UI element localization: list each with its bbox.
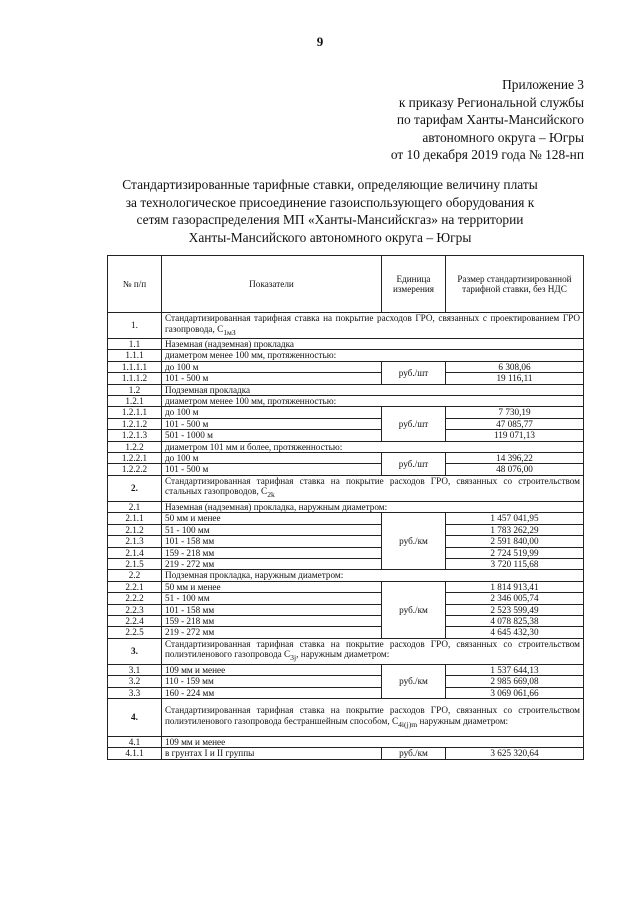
table-row <box>108 373 584 384</box>
row-num: 2.2.1 <box>108 581 162 592</box>
table-row <box>108 748 584 759</box>
table-row <box>108 396 584 407</box>
row-num: 4. <box>108 698 162 736</box>
title-line: сетям газораспределения МП «Ханты-Мансийскгаз» на территории <box>136 212 524 227</box>
row-value: 1 537 644,13 <box>446 664 584 675</box>
table-row <box>108 361 584 372</box>
row-num: 1.1.1 <box>108 350 162 361</box>
row-num: 2.1.4 <box>108 547 162 558</box>
table-row <box>108 501 584 512</box>
row-text: 219 - 272 мм <box>162 558 382 569</box>
row-num: 1.1.1.1 <box>108 361 162 372</box>
row-num: 1. <box>108 313 162 339</box>
row-value: 2 346 005,74 <box>446 593 584 604</box>
appendix-line: Приложение 3 <box>502 77 584 92</box>
row-text: 51 - 100 мм <box>162 524 382 535</box>
row-text: диаметром менее 100 мм, протяженностью: <box>162 350 584 361</box>
row-num: 2.1.2 <box>108 524 162 535</box>
row-num: 1.2.1.2 <box>108 418 162 429</box>
row-text: 109 мм и менее <box>162 736 584 747</box>
row-num: 4.1.1 <box>108 748 162 759</box>
row-text: Стандартизированная тарифная ставка на покрытие расходов ГРО, связанных со строительством полиэтиленового газопровода бестраншейным способом, $C_{4i(j)m}$ наружным диаметром: <box>162 698 584 736</box>
row-value: 14 396,22 <box>446 453 584 464</box>
table-row <box>108 464 584 475</box>
row-text: 110 - 159 мм <box>162 676 382 687</box>
row-value: 1 783 262,29 <box>446 524 584 535</box>
row-num: 2.2 <box>108 570 162 581</box>
row-value: 1 457 041,95 <box>446 513 584 524</box>
table-row <box>108 638 584 664</box>
table-row <box>108 339 584 350</box>
table-row <box>108 676 584 687</box>
row-unit: руб./км <box>382 581 446 638</box>
row-num: 1.2.2 <box>108 441 162 452</box>
appendix-line: по тарифам Ханты-Мансийского <box>396 112 584 127</box>
row-text: 159 - 218 мм <box>162 615 382 626</box>
table-row <box>108 441 584 452</box>
row-text: 219 - 272 мм <box>162 627 382 638</box>
row-num: 2.2.2 <box>108 593 162 604</box>
title-line: Ханты-Мансийского автономного округа – Югры <box>188 229 472 245</box>
row-num: 2.1.1 <box>108 513 162 524</box>
table-row <box>108 615 584 626</box>
row-num: 1.2.1 <box>108 396 162 407</box>
table-row <box>108 627 584 638</box>
table-row <box>108 687 584 698</box>
table-row <box>108 453 584 464</box>
table-row <box>108 664 584 675</box>
row-text: 101 - 500 м <box>162 373 382 384</box>
row-value: 3 069 061,66 <box>446 687 584 698</box>
row-text: Стандартизированная тарифная ставка на покрытие расходов ГРО, связанных со строительством полиэтиленового газопровода $C_{3j}$, наружным диаметром: <box>162 638 584 664</box>
row-num: 1.1 <box>108 339 162 350</box>
row-num: 4.1 <box>108 736 162 747</box>
row-num: 2.1.5 <box>108 558 162 569</box>
row-text: диаметром 101 мм и более, протяженностью: <box>162 441 584 452</box>
table-row <box>108 593 584 604</box>
row-value: 2 724 519,99 <box>446 547 584 558</box>
header-num: № п/п <box>108 256 162 313</box>
row-num: 2.1.3 <box>108 536 162 547</box>
row-text: 50 мм и менее <box>162 581 382 592</box>
row-num: 1.1.1.2 <box>108 373 162 384</box>
row-num: 2.1 <box>108 501 162 512</box>
row-text: Наземная (надземная) прокладка, наружным диаметром: <box>162 501 584 512</box>
row-text: Стандартизированная тарифная ставка на покрытие расходов ГРО, связанных со строительством стальных газопроводов, $C_{2k}$ <box>162 475 584 501</box>
row-value: 2 591 840,00 <box>446 536 584 547</box>
row-text: в грунтах I и II группы <box>162 748 382 759</box>
row-text: до 100 м <box>162 453 382 464</box>
row-unit: руб./шт <box>382 407 446 441</box>
header-indicator: Показатели <box>162 256 382 313</box>
row-unit: руб./км <box>382 513 446 570</box>
document-title <box>70 176 590 246</box>
row-text: 159 - 218 мм <box>162 547 382 558</box>
row-value: 19 116,11 <box>446 373 584 384</box>
table-row <box>108 313 584 339</box>
table-row <box>108 547 584 558</box>
table-row <box>108 570 584 581</box>
table-row <box>108 536 584 547</box>
table-row <box>108 736 584 747</box>
row-value: 7 730,19 <box>446 407 584 418</box>
row-value: 119 071,13 <box>446 430 584 441</box>
row-text: 101 - 500 м <box>162 464 382 475</box>
title-line: за технологическое присоединение газоиспользующего оборудования к <box>125 194 535 210</box>
row-text: 109 мм и менее <box>162 664 382 675</box>
appendix-line: от 10 декабря 2019 года № 128-нп <box>390 147 584 162</box>
row-text: 501 - 1000 м <box>162 430 382 441</box>
row-text: диаметром менее 100 мм, протяженностью: <box>162 396 584 407</box>
row-num: 1.2.1.1 <box>108 407 162 418</box>
row-text: 101 - 500 м <box>162 418 382 429</box>
row-value: 4 645 432,30 <box>446 627 584 638</box>
row-value: 2 523 599,49 <box>446 604 584 615</box>
page-number: 9 <box>316 34 324 49</box>
row-text: до 100 м <box>162 407 382 418</box>
row-text: Наземная (надземная) прокладка <box>162 339 584 350</box>
row-text: до 100 м <box>162 361 382 372</box>
table-row <box>108 698 584 736</box>
row-value: 2 985 669,08 <box>446 676 584 687</box>
row-value: 3 720 115,68 <box>446 558 584 569</box>
table-row <box>108 581 584 592</box>
table-row <box>108 350 584 361</box>
row-value: 4 078 825,38 <box>446 615 584 626</box>
title-line: Стандартизированные тарифные ставки, определяющие величину платы <box>122 177 538 192</box>
table-row <box>108 475 584 501</box>
row-num: 1.2 <box>108 384 162 395</box>
table-row <box>108 407 584 418</box>
row-value: 3 625 320,64 <box>446 748 584 759</box>
row-num: 1.2.2.1 <box>108 453 162 464</box>
tariff-table <box>107 255 584 760</box>
row-value: 6 308,06 <box>446 361 584 372</box>
appendix-block <box>391 76 584 164</box>
row-num: 1.2.1.3 <box>108 430 162 441</box>
row-value: 1 814 913,41 <box>446 581 584 592</box>
table-row <box>108 604 584 615</box>
row-num: 2. <box>108 475 162 501</box>
row-value: 48 076,00 <box>446 464 584 475</box>
row-text: Стандартизированная тарифная ставка на покрытие расходов ГРО, связанных с проектированием ГРО газопровода, $C_{1мЗ}$ <box>162 313 584 339</box>
row-text: 101 - 158 мм <box>162 536 382 547</box>
row-num: 3.1 <box>108 664 162 675</box>
row-num: 3.3 <box>108 687 162 698</box>
row-num: 2.2.3 <box>108 604 162 615</box>
row-num: 2.2.4 <box>108 615 162 626</box>
table-header-row <box>108 256 584 313</box>
table-row <box>108 418 584 429</box>
appendix-line: автономного округа – Югры <box>422 129 584 145</box>
row-value: 47 085,77 <box>446 418 584 429</box>
row-num: 3.2 <box>108 676 162 687</box>
row-text: 101 - 158 мм <box>162 604 382 615</box>
row-text: Подземная прокладка <box>162 384 584 395</box>
table-row <box>108 558 584 569</box>
row-text: 160 - 224 мм <box>162 687 382 698</box>
table-row <box>108 430 584 441</box>
header-rate: Размер стандартизированной тарифной ставки, без НДС <box>446 256 584 313</box>
row-num: 3. <box>108 638 162 664</box>
row-unit: руб./км <box>382 748 446 759</box>
table-row <box>108 524 584 535</box>
row-text: 51 - 100 мм <box>162 593 382 604</box>
row-unit: руб./км <box>382 664 446 698</box>
appendix-line: к приказу Региональной службы <box>398 94 584 110</box>
row-text: Подземная прокладка, наружным диаметром: <box>162 570 584 581</box>
row-num: 2.2.5 <box>108 627 162 638</box>
table-row <box>108 384 584 395</box>
row-text: 50 мм и менее <box>162 513 382 524</box>
table-row <box>108 513 584 524</box>
row-num: 1.2.2.2 <box>108 464 162 475</box>
row-unit: руб./шт <box>382 453 446 476</box>
header-unit: Единица измерения <box>382 256 446 313</box>
row-unit: руб./шт <box>382 361 446 384</box>
